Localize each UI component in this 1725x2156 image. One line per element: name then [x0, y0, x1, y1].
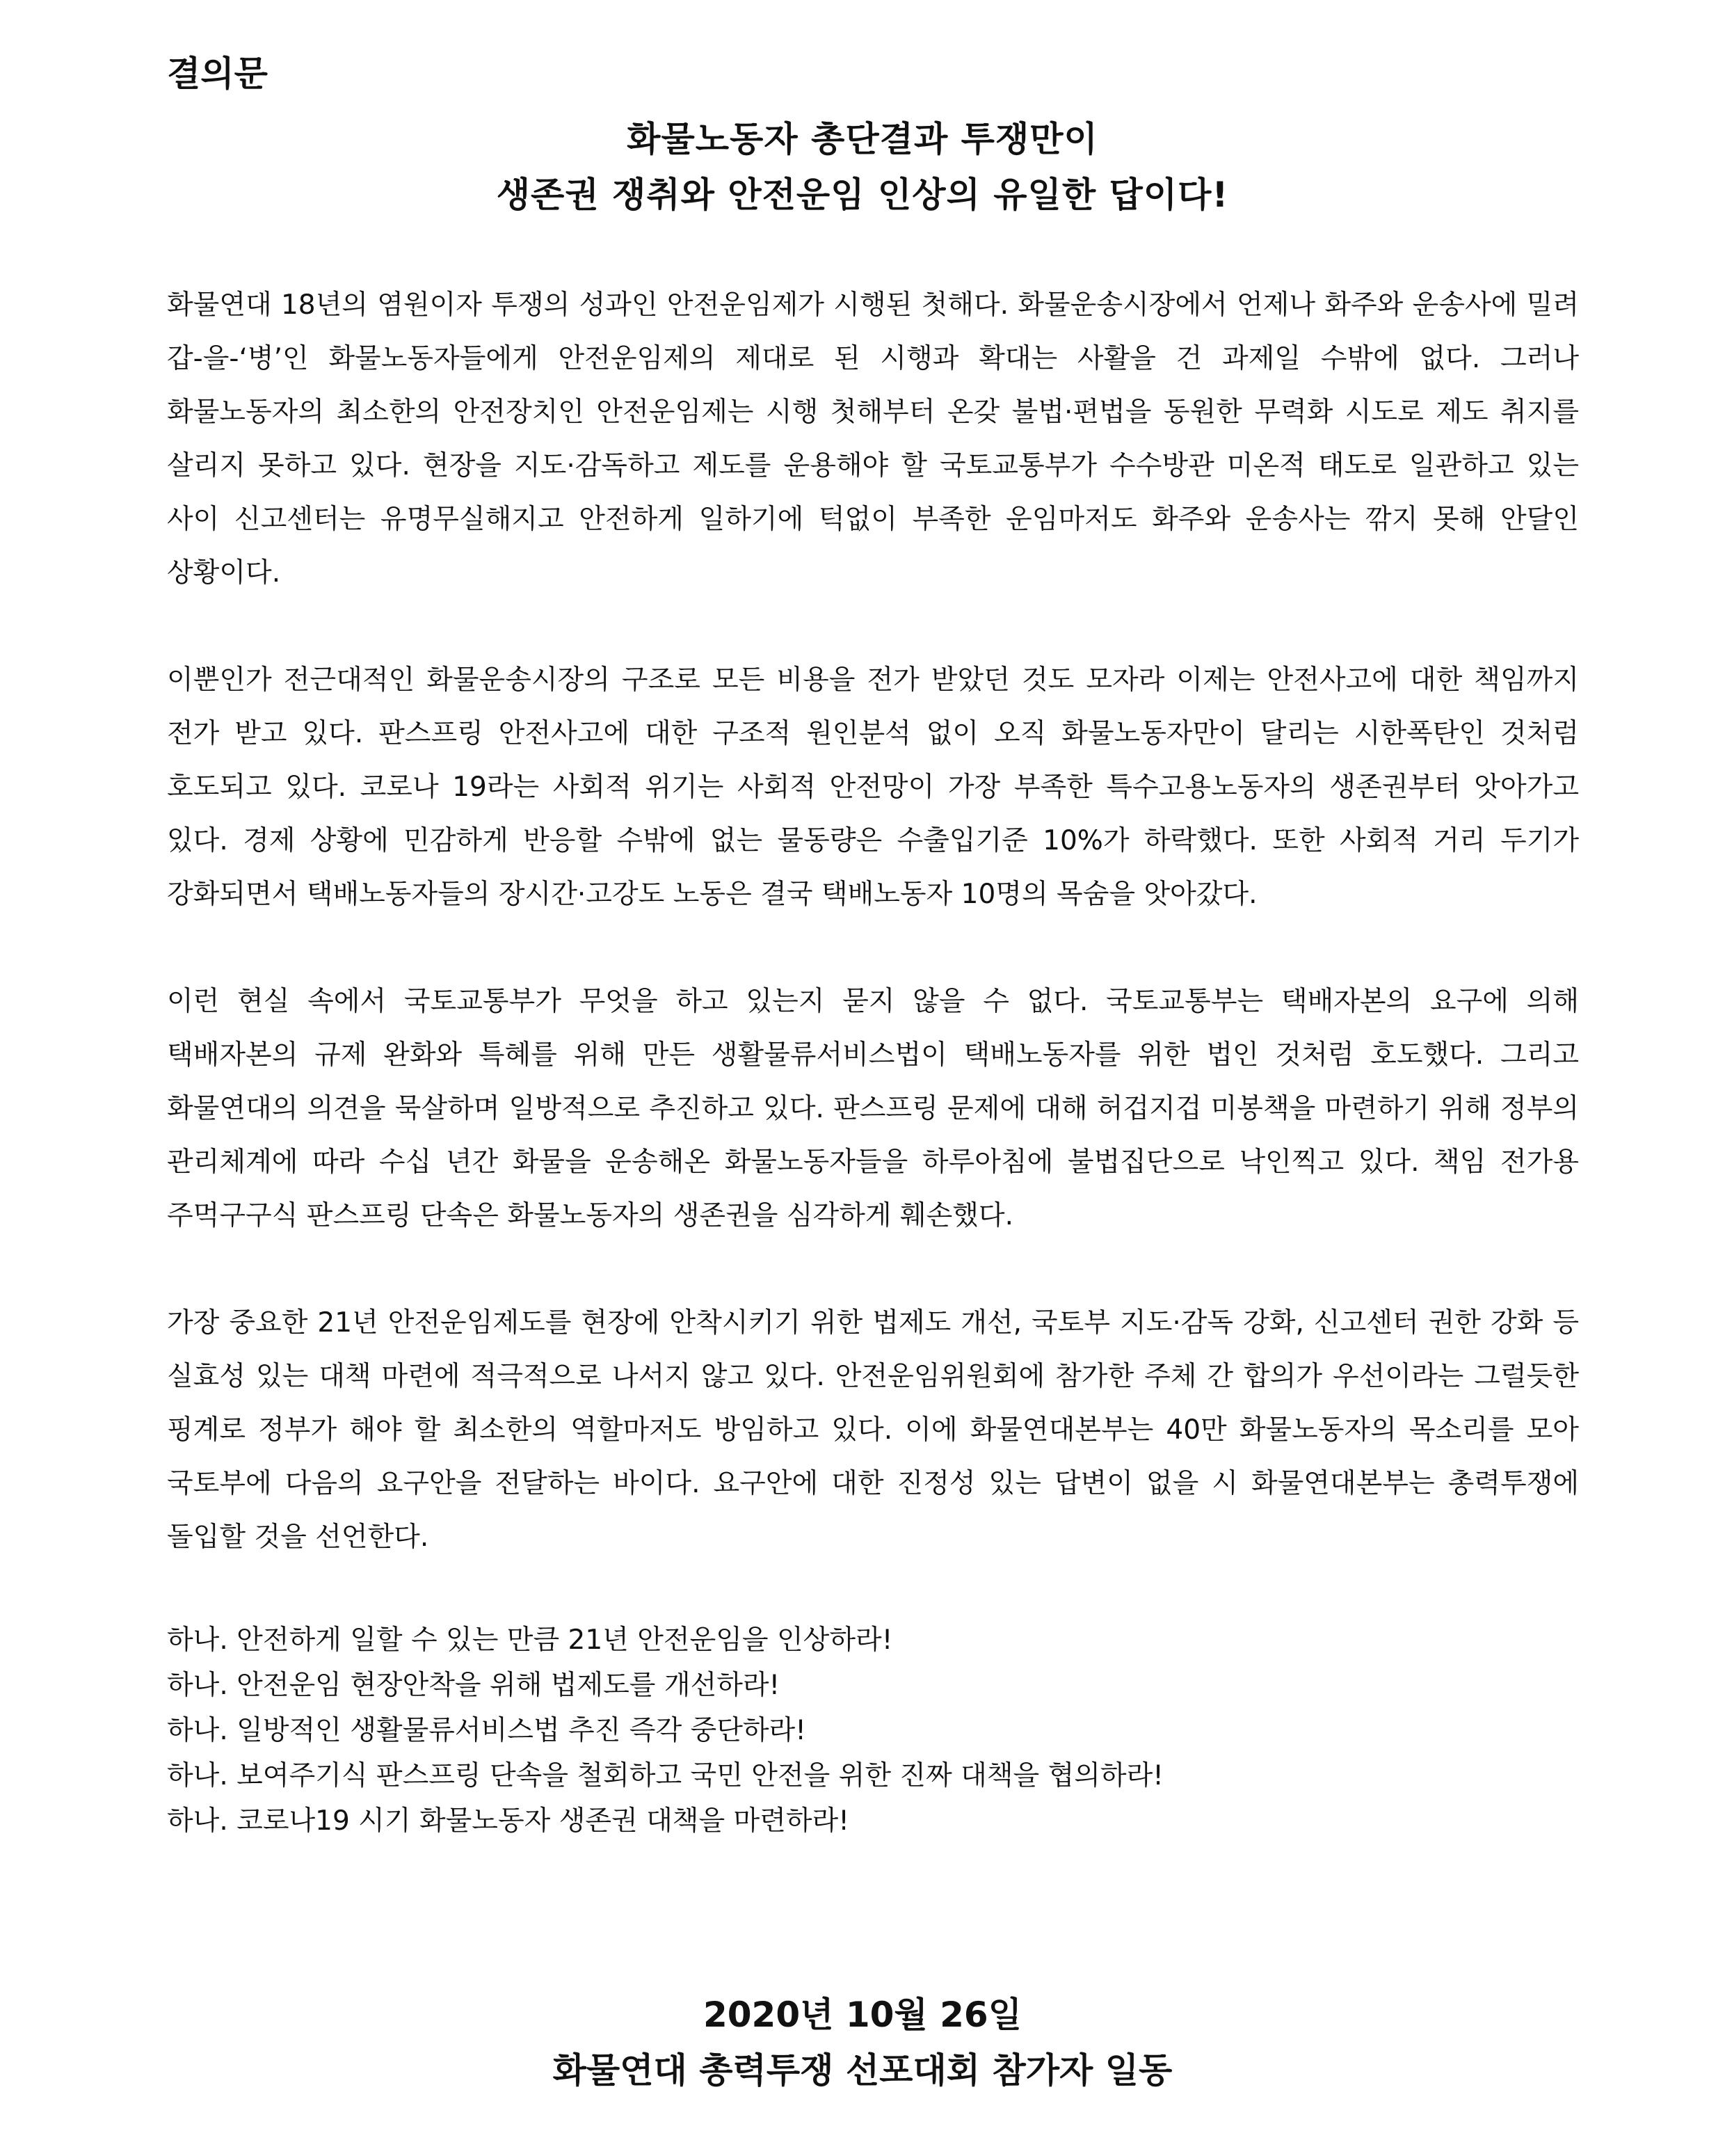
- paragraph-4: 가장 중요한 21년 안전운임제도를 현장에 안착시키기 위한 법제도 개선, 국토부 지도·감독 강화, 신고센터 권한 강화 등 실효성 있는 대책 마련에 적극적으로 나서지 않고 있다. 안전운임위원회에 참가한 주체 간 합의가 우선이라는 그럴듯한 핑계로 정부가 해야 할 최소한의 역할마저도 방임하고 있다. 이에 화물연대본부는 40만 화물노동자의 목소리를 모아 국토부에 다음의 요구안을 전달하는 바이다. 요구안에 대한 진정성 있는 답변이 없을 시 화물연대본부는 총력투쟁에 돌입할 것을 선언한다.: [167, 1307, 1579, 1553]
- demands-list: [167, 1618, 1579, 1844]
- resolution-body: [167, 278, 1579, 1844]
- resolution-signer: 화물연대 총력투쟁 선포대회 참가자 일동: [552, 2050, 1173, 2091]
- demand-item-4: 하나. 보여주기식 판스프링 단속을 철회하고 국민 안전을 위한 진짜 대책을 협의하라!: [167, 1760, 1164, 1791]
- paragraph-3: 이런 현실 속에서 국토교통부가 무엇을 하고 있는지 묻지 않을 수 없다. 국토교통부는 택배자본의 요구에 의해 택배자본의 규제 완화와 특혜를 위해 만든 생활물류서비스법이 택배노동자를 위한 법인 것처럼 호도했다. 그리고 화물연대의 의견을 묵살하며 일방적으로 추진하고 있다. 판스프링 문제에 대해 허겁지겁 미봉책을 마련하기 위해 정부의 관리체계에 따라 수십 년간 화물을 운송해온 화물노동자들을 하루아침에 불법집단으로 낙인찍고 있다. 책임 전가용 주먹구구식 판스프링 단속은 화물노동자의 생존권을 심각하게 훼손했다.: [167, 986, 1579, 1231]
- demand-item-5: 하나. 코로나19 시기 화물노동자 생존권 대책을 마련하라!: [167, 1805, 849, 1837]
- resolution-date: 2020년 10월 26일: [703, 1995, 1022, 2035]
- document-label: 결의문: [167, 54, 268, 94]
- paragraph-1: 화물연대 18년의 염원이자 투쟁의 성과인 안전운임제가 시행된 첫해다. 화물운송시장에서 언제나 화주와 운송사에 밀려 갑-을-‘병’인 화물노동자들에게 안전운임제의 제대로 된 시행과 확대는 사활을 건 과제일 수밖에 없다. 그러나 화물노동자의 최소한의 안전장치인 안전운임제는 시행 첫해부터 온갖 불법·편법을 동원한 무력화 시도로 제도 취지를 살리지 못하고 있다. 현장을 지도·감독하고 제도를 운용해야 할 국토교통부가 수수방관 미온적 태도로 일관하고 있는 사이 신고센터는 유명무실해지고 안전하게 일하기에 턱없이 부족한 운임마저도 화주와 운송사는 깎지 못해 안달인 상황이다.: [167, 289, 1579, 589]
- demand-item-3: 하나. 일방적인 생활물류서비스법 추진 즉각 중단하라!: [167, 1715, 806, 1746]
- paragraph-2: 이뿐인가 전근대적인 화물운송시장의 구조로 모든 비용을 전가 받았던 것도 모자라 이제는 안전사고에 대한 책임까지 전가 받고 있다. 판스프링 안전사고에 대한 구조적 원인분석 없이 오직 화물노동자만이 달리는 시한폭탄인 것처럼 호도되고 있다. 코로나 19라는 사회적 위기는 사회적 안전망이 가장 부족한 특수고용노동자의 생존권부터 앗아가고 있다. 경제 상황에 민감하게 반응할 수밖에 없는 물동량은 수출입기준 10%가 하락했다. 또한 사회적 거리 두기가 강화되면서 택배노동자들의 장시간·고강도 노동은 결국 택배노동자 10명의 목숨을 앗아갔다.: [167, 664, 1579, 910]
- demand-item-2: 하나. 안전운임 현장안착을 위해 법제도를 개선하라!: [167, 1670, 780, 1701]
- title-line-1: 화물노동자 총단결과 투쟁만이: [627, 119, 1098, 159]
- title-line-2: 생존권 쟁취와 안전운임 인상의 유일한 답이다!: [496, 175, 1229, 215]
- demand-item-1: 하나. 안전하게 일할 수 있는 만큼 21년 안전운임을 인상하라!: [167, 1624, 893, 1656]
